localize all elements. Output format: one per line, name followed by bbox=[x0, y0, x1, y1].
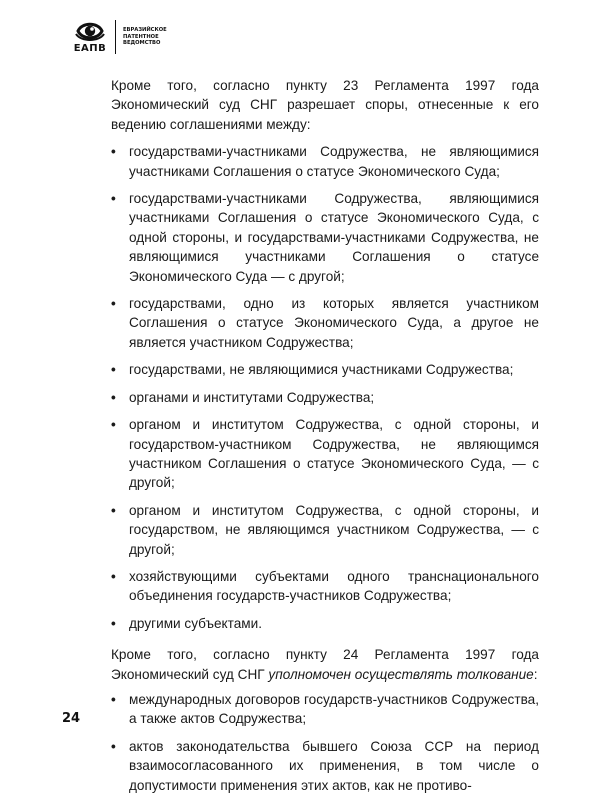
list-interpretation bbox=[111, 690, 539, 795]
org-line: ПАТЕНТНОЕ bbox=[123, 33, 159, 40]
page-body bbox=[111, 76, 539, 803]
organization-name bbox=[123, 27, 193, 46]
paragraph-intro-1: Кроме того, согласно пункту 23 Регламента 1997 года Экономический суд СНГ разрешает споры, отнесенные к его ведению соглашениями между: bbox=[111, 78, 539, 132]
list-item: • актов законодательства бывшего Союза ССР на период взаимосогласованного их применения, в том числе о допустимости применения этих актов, как не противо- bbox=[111, 737, 539, 795]
list-item: • государствами, не являющимися участниками Содружества; bbox=[111, 360, 539, 379]
paragraph-intro-2 bbox=[111, 645, 539, 684]
page-header bbox=[72, 20, 193, 54]
eapo-logo bbox=[72, 20, 108, 54]
list-item: • государствами-участниками Содружества, являющимися участниками Соглашения о статусе Экономического Суда, с одной стороны, и государствами-участниками Содружества, не являющимися участниками Соглашения о статусе Экономического Суда — с другой; bbox=[111, 189, 539, 286]
list-item: • государствами-участниками Содружества, не являющимися участниками Соглашения о статусе Экономического Суда; bbox=[111, 142, 539, 181]
list-item: • органами и институтами Содружества; bbox=[111, 388, 539, 407]
intro-2-end: : bbox=[533, 666, 538, 682]
list-disputes bbox=[111, 142, 539, 633]
list-item: • органом и институтом Содружества, с одной стороны, и государством, не являющимся участником Содружества, — с другой; bbox=[111, 501, 539, 559]
list-item: • государствами, одно из которых является участником Соглашения о статусе Экономического Суда, а другое не является участником Содружества; bbox=[111, 294, 539, 352]
org-line: ЕВРАЗИЙСКОЕ bbox=[123, 27, 167, 34]
list-item: • органом и институтом Содружества, с одной стороны, и государством-участником Содружества, не являющимся участником Соглашения о статусе Экономического Суда, — с другой; bbox=[111, 415, 539, 493]
logo-divider bbox=[115, 20, 116, 54]
list-item: • хозяйствующими субъектами одного транснационального объединения государств-участников Содружества; bbox=[111, 567, 539, 606]
logo-wordmark: EAПВ bbox=[73, 43, 107, 54]
intro-2-italic: уполномочен осуществлять толкование bbox=[268, 666, 534, 682]
intro-2-start: Кроме того, согласно пункту 24 Регламента 1997 года Экономический суд СНГ bbox=[111, 647, 539, 682]
org-line: ВЕДОМСТВО bbox=[123, 40, 161, 47]
list-item: • международных договоров государств-участников Содружества, а также актов Содружества; bbox=[111, 690, 539, 729]
page-number: 24 bbox=[62, 711, 81, 726]
list-item: • другими субъектами. bbox=[111, 614, 539, 633]
eye-logo-icon bbox=[75, 20, 105, 42]
